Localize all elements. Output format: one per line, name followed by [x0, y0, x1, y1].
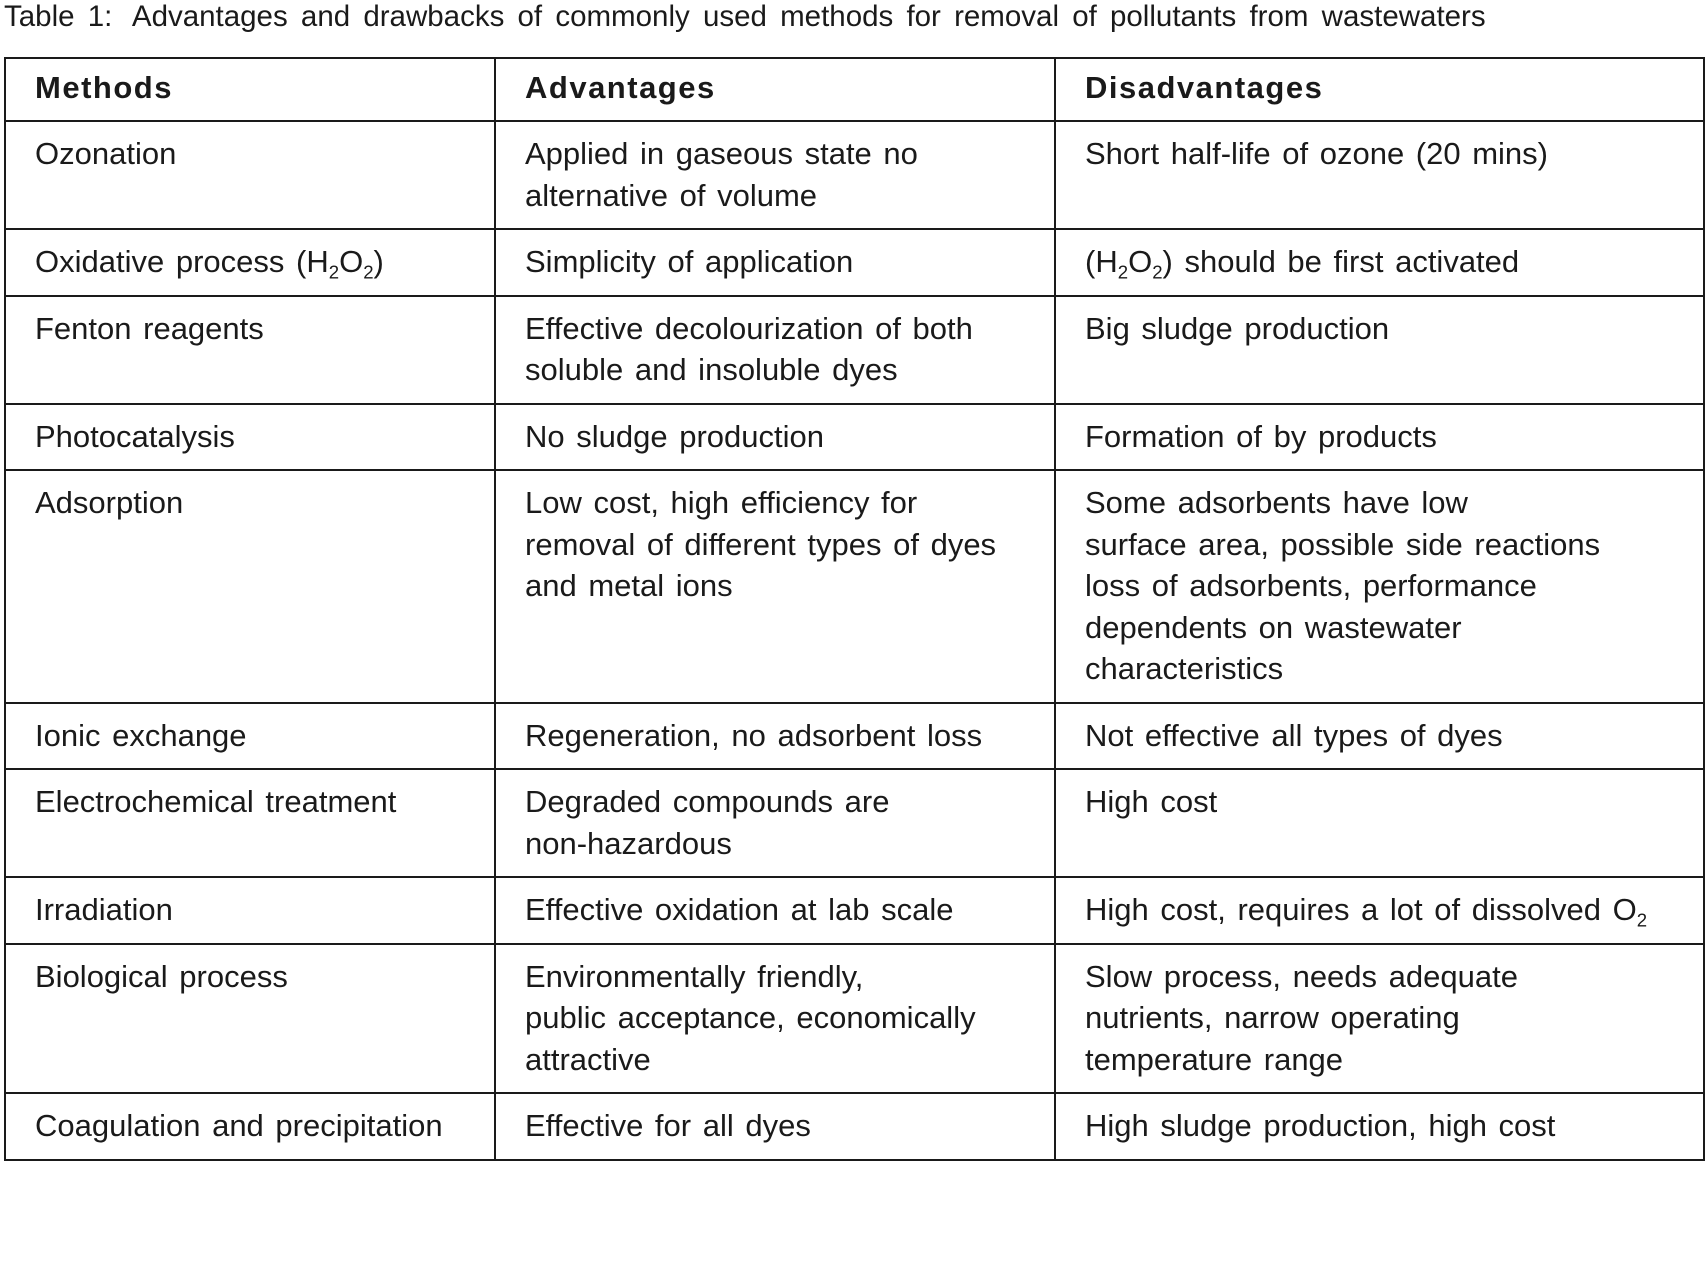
- advantages-cell: No sludge production: [495, 404, 1055, 471]
- table-row: [5, 877, 1704, 944]
- table-row: [5, 769, 1704, 877]
- methods-table: [4, 57, 1705, 1161]
- table-row: [5, 229, 1704, 296]
- method-cell: Adsorption: [5, 470, 495, 703]
- advantages-cell: Low cost, high efficiency for removal of different types of dyes and metal ions: [495, 470, 1055, 703]
- advantages-cell: Simplicity of application: [495, 229, 1055, 296]
- method-cell: Electrochemical treatment: [5, 769, 495, 877]
- disadvantages-cell: Short half-life of ozone (20 mins): [1055, 121, 1704, 229]
- method-cell: Photocatalysis: [5, 404, 495, 471]
- table-row: [5, 404, 1704, 471]
- advantages-cell: Environmentally friendly, public acceptance, economically attractive: [495, 944, 1055, 1094]
- disadvantages-cell: High sludge production, high cost: [1055, 1093, 1704, 1160]
- table-row: [5, 1093, 1704, 1160]
- table-row: [5, 470, 1704, 703]
- advantages-cell: Effective decolourization of both soluble and insoluble dyes: [495, 296, 1055, 404]
- table-caption: [4, 0, 1694, 34]
- disadvantages-cell: Formation of by products: [1055, 404, 1704, 471]
- header-disadvantages: Disadvantages: [1055, 58, 1704, 121]
- table-row: [5, 703, 1704, 770]
- disadvantages-cell: Slow process, needs adequate nutrients, narrow operating temperature range: [1055, 944, 1704, 1094]
- advantages-cell: Effective oxidation at lab scale: [495, 877, 1055, 944]
- caption-label: Table 1:: [4, 0, 113, 33]
- disadvantages-cell: High cost, requires a lot of dissolved $O_2$: [1055, 877, 1704, 944]
- disadvantages-cell: Some adsorbents have low surface area, possible side reactions loss of adsorbents, performance dependents on wastewater characteristics: [1055, 470, 1704, 703]
- method-cell: Fenton reagents: [5, 296, 495, 404]
- table-row: [5, 296, 1704, 404]
- header-methods: Methods: [5, 58, 495, 121]
- header-advantages: Advantages: [495, 58, 1055, 121]
- table-row: [5, 121, 1704, 229]
- advantages-cell: Regeneration, no adsorbent loss: [495, 703, 1055, 770]
- method-cell: Irradiation: [5, 877, 495, 944]
- advantages-cell: Degraded compounds are non-hazardous: [495, 769, 1055, 877]
- header-row: [5, 58, 1704, 121]
- disadvantages-cell: High cost: [1055, 769, 1704, 877]
- disadvantages-cell: Not effective all types of dyes: [1055, 703, 1704, 770]
- method-cell: Coagulation and precipitation: [5, 1093, 495, 1160]
- advantages-cell: Effective for all dyes: [495, 1093, 1055, 1160]
- disadvantages-cell: Big sludge production: [1055, 296, 1704, 404]
- advantages-cell: Applied in gaseous state no alternative of volume: [495, 121, 1055, 229]
- method-cell: Oxidative process $(H_2O_2)$: [5, 229, 495, 296]
- method-cell: Ionic exchange: [5, 703, 495, 770]
- table-row: [5, 944, 1704, 1094]
- disadvantages-cell: $(H_2O_2)$ should be first activated: [1055, 229, 1704, 296]
- method-cell: Biological process: [5, 944, 495, 1094]
- caption-text: Advantages and drawbacks of commonly used methods for removal of pollutants from wastewaters: [131, 0, 1486, 33]
- method-cell: Ozonation: [5, 121, 495, 229]
